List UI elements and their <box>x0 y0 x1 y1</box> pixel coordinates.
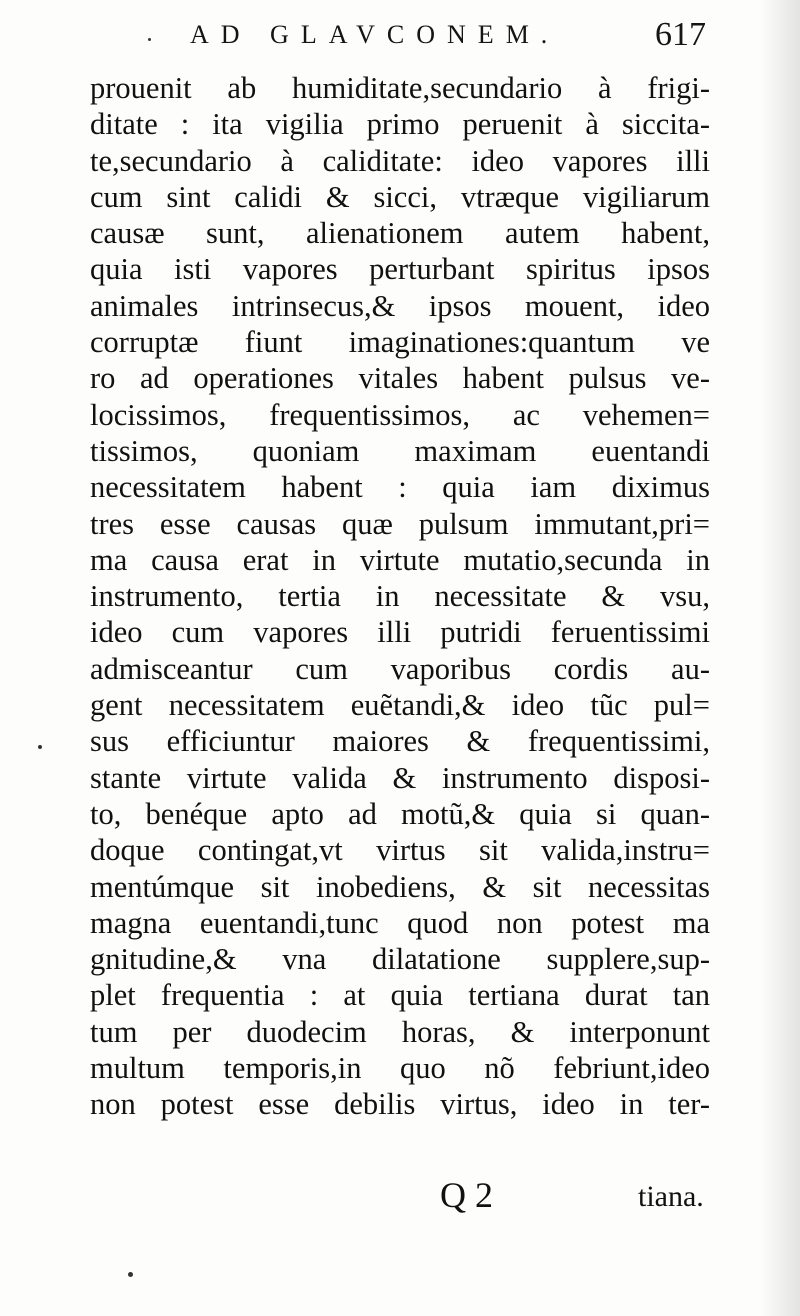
text-line: ro ad operationes vitales habent pulsus ve- <box>90 361 710 396</box>
text-line: doque contingat,vt virtus sit valida,instru= <box>90 833 710 868</box>
text-line: mentúmque sit inobediens, & sit necessitas <box>90 869 710 904</box>
text-line: gnitudine,& vna dilatatione supplere,sup- <box>90 942 710 977</box>
text-line: corruptæ fiunt imaginationes:quantum ve <box>90 325 710 360</box>
text-line: ditate : ita vigilia primo peruenit à siccita- <box>90 107 710 142</box>
text-line: prouenit ab humiditate,secundario à frigi- <box>90 71 710 105</box>
text-line: tum per duodecim horas, & interponunt <box>90 1014 710 1049</box>
text-line: quia isti vapores perturbant spiritus ipsos <box>90 252 710 287</box>
text-line: stante virtute valida & instrumento disposi- <box>90 760 710 795</box>
ink-speck <box>128 1272 133 1277</box>
text-line: sus efficiuntur maiores & frequentissimi, <box>90 724 710 759</box>
text-line: tres esse causas quæ pulsum immutant,pri= <box>90 506 710 541</box>
text-line: locissimos, frequentissimos, ac vehemen= <box>90 397 710 432</box>
text-line: non potest esse debilis virtus, ideo in ter- <box>90 1087 710 1122</box>
text-line: ideo cum vapores illi putridi feruentissimi <box>90 615 710 650</box>
catchword: tiana. <box>638 1180 704 1213</box>
text-line: instrumento, tertia in necessitate & vsu, <box>90 579 710 614</box>
text-line: cum sint calidi & sicci, vtræque vigiliarum <box>90 179 710 214</box>
signature-mark: Q 2 <box>440 1175 493 1215</box>
text-line: causæ sunt, alienationem autem habent, <box>90 216 710 251</box>
page-edge-shadow <box>760 0 800 1316</box>
text-line: ma causa erat in virtute mutatio,secunda in <box>90 542 710 577</box>
page-number: 617 <box>655 16 706 53</box>
text-line: to, benéque apto ad motũ,& quia si quan- <box>90 796 710 831</box>
text-line: magna euentandi,tunc quod non potest ma <box>90 905 710 940</box>
text-line: multum temporis,in quo nõ febriunt,ideo <box>90 1051 710 1086</box>
text-line: animales intrinsecus,& ipsos mouent, ideo <box>90 288 710 323</box>
ink-speck <box>38 745 42 749</box>
text-line: tissimos, quoniam maximam euentandi <box>90 433 710 468</box>
text-line: admisceantur cum vaporibus cordis au- <box>90 651 710 686</box>
running-head: AD GLAVCONEM. <box>190 20 560 49</box>
text-line: gent necessitatem euẽtandi,& ideo tũc pul= <box>90 688 710 723</box>
ink-speck <box>148 38 151 41</box>
text-line: te,secundario à caliditate: ideo vapores illi <box>90 143 710 178</box>
text-line: plet frequentia : at quia tertiana durat tan <box>90 978 710 1013</box>
text-line: necessitatem habent : quia iam diximus <box>90 470 710 505</box>
body-text <box>90 70 710 1123</box>
